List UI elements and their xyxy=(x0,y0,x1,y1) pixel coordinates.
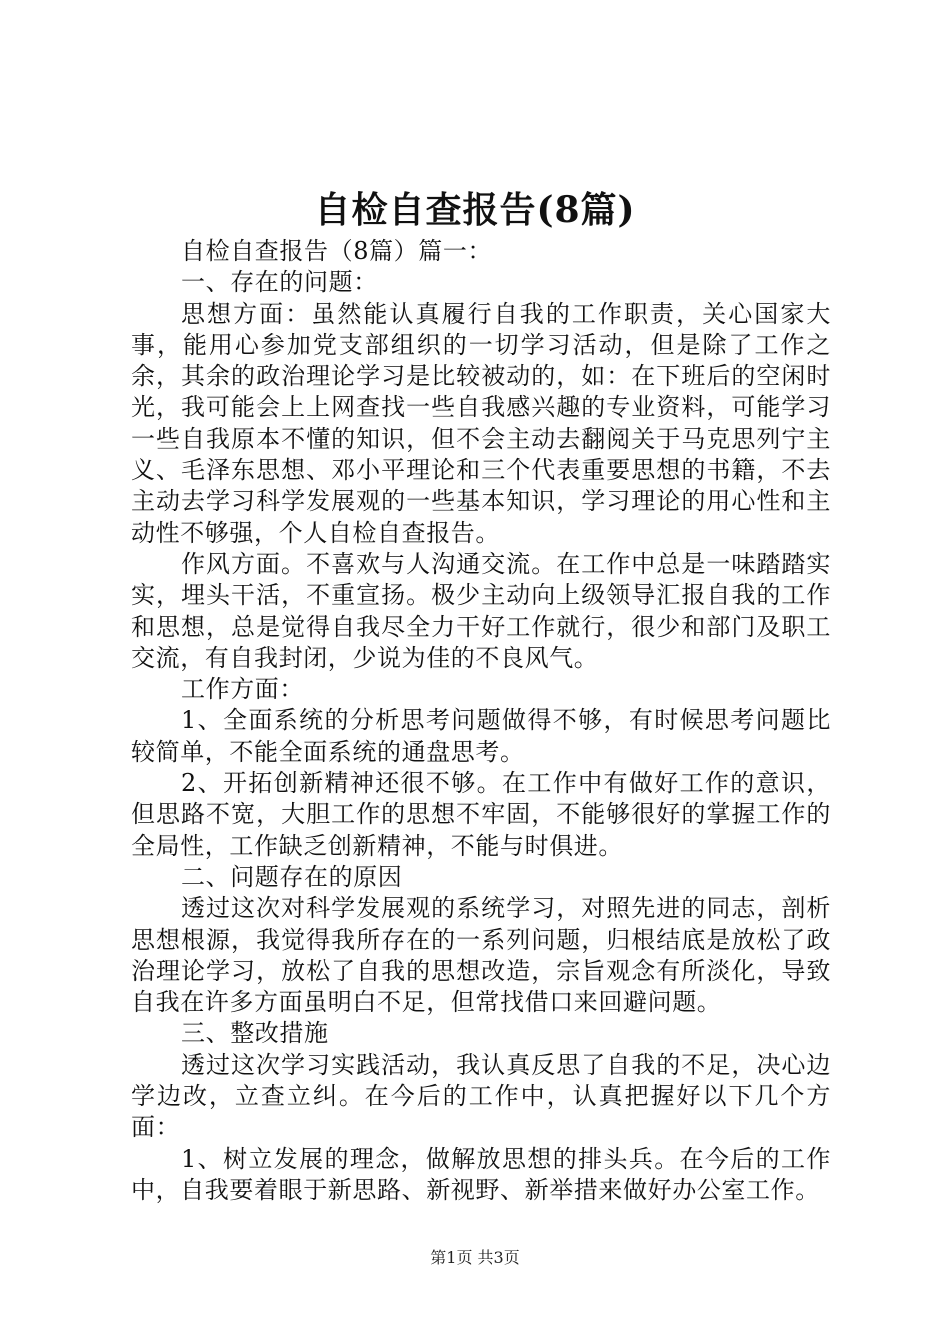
document-title: 自检自查报告(8篇) xyxy=(314,189,636,231)
paragraph-problems-heading: 一、存在的问题： xyxy=(181,268,378,297)
document-body xyxy=(131,236,831,1206)
paragraph-causes: 透过这次对科学发展观的系统学习，对照先进的同志，剖析思想根源，我觉得我所存在的一系列问题，归根结底是放松了政治理论学习，放松了自我的思想改造，宗旨观念有所淡化，导致自我在许多方面虽明白不足，但常找借口来回避问题。 xyxy=(131,894,831,1017)
paragraph-measures: 透过这次学习实践活动，我认真反思了自我的不足，决心边学边改，立查立纠。在今后的工作中，认真把握好以下几个方面： xyxy=(131,1050,831,1142)
paragraph-causes-heading: 二、问题存在的原因 xyxy=(181,862,403,891)
paragraph-work-item-2: 2、开拓创新精神还很不够。在工作中有做好工作的意识，但思路不宽，大胆工作的思想不牢固，不能够很好的掌握工作的全局性，工作缺乏创新精神，不能与时俱进。 xyxy=(131,769,831,860)
page-footer: 第1页 共3页 xyxy=(430,1248,520,1267)
paragraph-measures-item-1: 1、树立发展的理念，做解放思想的排头兵。在今后的工作中，自我要着眼于新思路、新视野、新举措来做好办公室工作。 xyxy=(131,1144,831,1204)
paragraph-section-heading: 自检自查报告（8篇）篇一： xyxy=(181,237,493,265)
paragraph-work-style: 作风方面。不喜欢与人沟通交流。在工作中总是一味踏踏实实，埋头干活，不重宣扬。极少主动向上级领导汇报自我的工作和思想，总是觉得自我尽全力干好工作就行，很少和部门及职工交流，有自我封闭，少说为佳的不良风气。 xyxy=(131,549,831,672)
paragraph-work-item-1: 1、全面系统的分析思考问题做得不够，有时候思考问题比较简单，不能全面系统的通盘思考。 xyxy=(131,706,831,766)
paragraph-thinking: 思想方面：虽然能认真履行自我的工作职责，关心国家大事，能用心参加党支部组织的一切学习活动，但是除了工作之余，其余的政治理论学习是比较被动的，如：在下班后的空闲时光，我可能会上上网查找一些自我感兴趣的专业资料，可能学习一些自我原本不懂的知识，但不会主动去翻阅关于马克思列宁主义、毛泽东思想、邓小平理论和三个代表重要思想的书籍，不去主动去学习科学发展观的一些基本知识，学习理论的用心性和主动性不够强，个人自检自查报告。 xyxy=(131,299,831,547)
paragraph-work-heading: 工作方面： xyxy=(181,675,304,704)
paragraph-measures-heading: 三、整改措施 xyxy=(181,1019,329,1048)
